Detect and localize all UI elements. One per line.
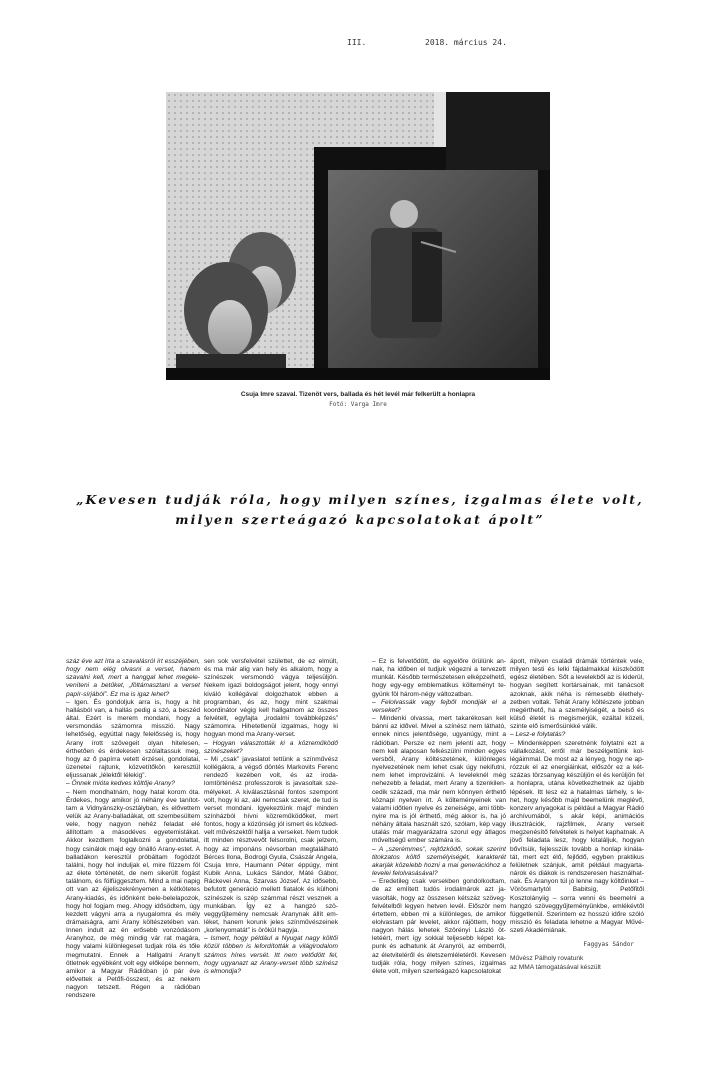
interview-question: – Lesz-e folytatás? (510, 731, 566, 739)
interview-question: – A „szerémmes”, rejtőzködő, sokak szerint titokzatos költő személyiségét, karakterét akarják közelebb hozni a mai generációhoz a levelei felolvasásával? (372, 845, 506, 878)
article-column-4 (510, 658, 644, 972)
article-paragraph: – Ez is felvetődött, de egyelőre örülünk annak, ha időben el tudjuk végezni a tervezett munkát. Később természetesen elképzelhető, hogy egy-egy emblematikus költeményt tegyünk föl három-négy változatban. (372, 658, 506, 698)
article-paragraph: – Mindenképpen szeretnénk folytatni ezt a vállalkozást, erről már beszélgettünk kollégáimmal. De most az a lényeg, hogy ne aprózzuk el az energiáinkat, először ez a kétszázas törzsanyag készüljön el és kerüljön fel a honlapra, utána következhetnek az újabb lépések. Itt lesz ez a hatalmas tárhely, s lehet, hogy később majd beemelünk meglévő, konzerv anyagokat is például a Magyar Rádió archívumából, s akár képi, animációs illusztrációk, rajzfilmek, Arany verseit megzenésítő felvételek is helyet kaphatnak. A jövő feladata lesz, hogy kitaláljuk, hogyan bővítsük, fejlesszük tovább a honlap kínálatát, mert ezt élő, fejlődő, egyben praktikus felületnek szánjuk, amit például magyartanárok és diákok is rendszeresen használhatnak. És Aranyon túl jó lenne nagy költőinket – Vörösmartytól Babitsig, Petőfitől Kosztolányiig – sorra venni és beemelni a hangzó szöveggyűjteményünkbe, emlékévtől függetlenül. Szerintem ez hosszú időre szóló misszió és feladata lehetne a Magyar Művészeti Akadémiának. (510, 739, 644, 935)
article-paragraph: ápolt, milyen családi drámák történtek vele, milyen testi és lelki fájdalmakkal küszködött egész életében. Sőt a levelekből az is kiderül, hogyan segített kortársainak, mit tanácsolt azoknak, akik néha is rémesebb élethelyzetben voltak. Tehát Arany költészete jobban megérthető, ha a személyiségét, a belső és külső életét is megismerjük, ezáltal közeli, szinte elő ismerősünkké válik. (510, 658, 644, 731)
article-paragraph: – Nem mondhatnám, hogy hatal korom óta. Érdekes, hogy amikor jó néhány éve tanítottam a Vidnyánszky-osztályban, és elővettem velük az Arany-balladákat, ott szembesültem vele, hogy nagyon nehéz feladat elé állítottam a másodéves egyetemistákat. Akkor kezdtem foglalkozni a gondolattal, hogy csinálok majd egy önálló Arany-estet. A balladákon keresztül próbáltam fogódzót találni, hogy hol induljak el, mire fűzzem föl az élete történetét, de nem sikerült fogást találnom, és fölfüggesztem. Mind a mai napig ott van az éjjeliszekrényemen a kétkötetes Arany-kiadás, és időnként bele-belelapozok, hogy hol fogjam meg. Ahogy idősödtem, úgy kezdett vágyni arra a nyugalomra és mély drámaiságra, ami Arany költészetében van. Innen indult az én erősebb vonzódásom Aranyhoz, de még mindig vár rat magára, hogy valami különlegeset tudjak róla és tőle megmutatni. Ennek a Hallgatni Arany!t ötletnek egyébként volt egy előképe bennem, amikor a Magyar Rádióban jó pár éve elővettek a Petőfi-összest, és az nekem nagyon tetszett. Régen a rádióban rendszere (66, 788, 200, 1000)
author-signature: Faggyas Sándor (583, 941, 634, 949)
article-photo (166, 92, 550, 380)
interview-question: – Hogyan választották ki a közreműködő színészeket? (204, 739, 338, 755)
series-note-line: Művész Pálholy rovatunk (510, 955, 584, 963)
article-paragraph: – Igen. És gondoljuk arra is, hogy a hit hallásból van, a hallás pedig a szó, a beszéd által. Ezért is merem mondani, hogy a versmondás számomra misszió. Nagy lehetőség, egyúttal nagy felelősség is, hogy Arany írott szövegeit olyan hitelesen, érthetően és érdekesen szólaltassuk meg, hogy az ő papírra vetett érzései, gondolatai, üzenetei rajtunk, közvetítőkön keresztül eljussanak „lélektől lélekig”. (66, 698, 200, 780)
series-note-line: az MMA támogatásával készült (510, 963, 601, 971)
article-paragraph: – Mi „csak” javaslatot tettünk a színművész kollégákra, a végső döntés Markovits Ferenc rendező kezében volt, és az irodalomtörténész professzorok is javasoltak személyeket. A kiválasztásnál fontos szempont volt, hogy ki az, aki nemcsak szeret, de tud is verset mondani. Igyekeztünk majd’ minden színházból hívni közreműködőket, mert fontos, hogy a közönség jól ismert és közkedvelt művészektől hallja a verseket. Nem tudok itt minden résztvevőt felsorolni, csak jelzem, hogy az imponáns névsorban megtalálható Bérces Ilona, Bodrogi Gyula, Császár Angela, Csuja Imre, Haumann Péter éppúgy, mint Kubik Anna, Lukács Sándor, Máté Gábor, Ráckevei Anna, Szarvas József. Az idősebb, befutott generáció mellett fiatalok és külhoni színészek is szép számmal részt vesznek a munkában. Így ez a hangzó szöveggyűjtemény nemcsak Aranynak állít emléket, hanem korunk jeles színművészeinek „korlenyomatát” is örökül hagyja. (204, 755, 338, 935)
article-paragraph: – Eredetileg csak versekben gondolkodtam, de az említett tudós irodalmárok azt javasolták, hogy az összesen kétszáz szövegfelvételből legyen hetven levél. Először nem értettem, ebben mi a különleges, de amikor elolvastam pár levelet, akkor rájöttem, hogy nagyon hálás lehetek Szörényi László ötletéért, mert így sokkal teljesebb képet kapunk és adhatunk át Aranyról, az emberről, az életviteléről és életszemléletéről. Kevesen tudják róla, hogy milyen színes, izgalmas élete volt, milyen szerteágazó kapcsolatokat (372, 878, 506, 975)
column-4-body (510, 658, 644, 935)
interview-question: – Önnek mióta kedves költője Arany? (66, 780, 175, 788)
section-number: III. (347, 38, 367, 47)
interview-question: – Felolvassák vagy fejből mondják el a verseket? (372, 698, 506, 714)
article-column-3 (372, 658, 506, 976)
pull-quote-line: „Kevesen tudják róla, hogy milyen színes, izgalmas élete volt, (76, 492, 644, 507)
series-note (510, 955, 644, 971)
article-column-2 (204, 658, 338, 976)
interview-question: – Ismert, hogy például a Nyugat nagy költői közül többen is lefordították a világirodalom számos híres versét. Itt nem vetődött fel, hogy ugyanazt az Arany-verset több színész is elmondja? (204, 935, 338, 975)
page-header (0, 38, 720, 52)
article-paragraph: – Mindenki olvassa, mert takarékosan kell bánni az idővel. Mivel a színész nem látható, ennek nincs jelentősége, ugyanúgy, mint a rádióban. Persze ez nem jelenti azt, hogy nem kell alaposan felkészülni minden egyes versből, Arany költészetének, különleges nyelvezetének nem lehet csak úgy nekifutni, nem lehet improvizálni. A leveleknél még nehezebb a feladat, mert Arany a tizenkilencedik századi, ma már nem könnyen érthető köznapi nyelven írt. A költeményeinek van valami időtlen nyelve és zeneisége, ami többnyire ma is jól érthető, még akkor is, ha jó néhány általa használt szó, szólam, kép vagy utalás már magyarázatra szorul egy átlagos műveltségű ember számára is. (372, 715, 506, 845)
photo-caption: Csuja Imre szaval. Tizenöt vers, ballada és hét levél már felkerült a honlapra (240, 391, 476, 398)
pull-quote (60, 490, 660, 530)
article-paragraph: sen sok versfelvétel születtet, de ez elmúlt, és ma már alig van hely és alkalom, hogy a színészek versmondó vágya teljesüljön. Nekem igazi boldogságot jelent, hogy ennyi kiváló kollégával dolgozhatok ebben a programban, és az, hogy mint szakmai koordinátor végig kell hallgatnom az összes felvételt, egyfajta „irodalmi továbbképzés” számomra. Hihetetlenül izgalmas, hogy ki hogyan mond ma Arany-verset. (204, 658, 338, 739)
photo-credit: Fotó: Varga Imre (329, 401, 387, 408)
studio-photo-illustration (166, 92, 550, 380)
pull-quote-line: milyen szerteágazó kapcsolatokat ápolt” (175, 512, 545, 527)
article-column-1 (66, 658, 200, 1001)
issue-date: 2018. március 24. (425, 38, 507, 47)
interview-question: száz éve azt írta a szavalásról írt esszéjében, hogy nem elég olvasni a verset, hanem szavalni kell, mert a hanggal lehet megeleveníteni a betűket, „föltámasztani a verset papír-sírjából”. Ez ma is igaz lehet? (66, 658, 200, 698)
